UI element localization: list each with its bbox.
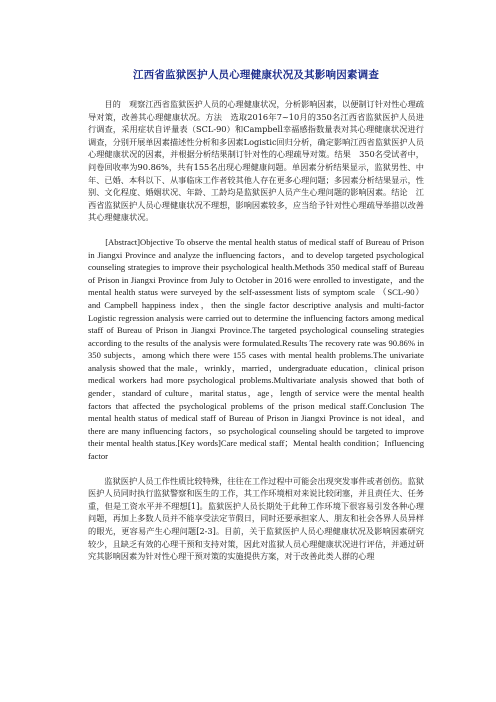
paper-title: 江西省监狱医护人员心理健康状况及其影响因素调查 (132, 69, 380, 81)
body-introduction: 监狱医护人员工作性质比较特殊，往往在工作过程中可能会出现突发事件或者创伤。监狱医护人员同时执行监狱警察和医生的工作，其工作环境相对来说比较闭塞，并且责任大、任务重，但是工资水平并不理想[1]。监狱医护人员长期处于此种工作环境下很容易引发各种心理问题，再加上多数人员并不能享受法定节假日，同时还要承担家人、朋友和社会各界人员异样的眼光，更容易产生心理问题[2-3]。目前，关于监狱医护人员心理健康状况及影响因素研究较少，且缺乏有效的心理干预和支持对策，因此对监狱人员心理健康状况进行评估，并通过研究其影响因素为针对性心理干预对策的实施提供方案，对于改善此类人群的心理 (88, 475, 424, 562)
abstract-chinese: 目的 观察江西省监狱医护人员的心理健康状况，分析影响因素，以便制订针对性心理疏导对策，改善其心理健康状况。方法 选取2016年7~10月的350名江西省监狱医护人员进行调查，采用症状自评量表（SCL-90）和Campbell幸福感指数量表对其心理健康状况进行调查，分别开展单因素描述性分析和多因素Logistic回归分析，确定影响江西省监狱医护人员心理健康状况的因素，并根据分析结果制订针对性的心理疏导对策。结果 350名受试者中，问卷回收率为90.86%，共有155名出现心理健康问题。单因素分析结果显示，监狱男性、中年、已婚、本科以下、从事临床工作者较其他人存在更多心理问题；多因素分析结果显示，性别、文化程度、婚姻状况、年龄、工龄均是监狱医护人员产生心理问题的影响因素。结论 江西省监狱医护人员心理健康状况不理想，影响因素较多，应当给予针对性心理疏导举措以改善其心理健康状况。 (88, 99, 424, 223)
abstract-english: [Abstract]Objective To observe the mental health status of medical staff of Bureau of Prison in Jiangxi Province and analyze the influencing factors，and to develop targeted psychological counseling strategies to improve their psychological health.Methods 350 medical staff of Bureau of Prison in Jiangxi Province from July to October in 2016 were enrolled to investigate，and the mental health status were surveyed by the self-assessment lists of symptom scale （SCL-90） and Campbell happiness index，then the single factor descriptive analysis and multi-factor Logistic regression analysis were carried out to determine the influencing factors among medical staff of Bureau of Prison in Jiangxi Province.The targeted psychological counseling strategies according to the results of the analysis were formulated.Results The recovery rate was 90.86% in 350 subjects，among which there were 155 cases with mental health problems.The univariate analysis showed that the male，wrinkly，married，undergraduate education，clinical prison medical workers had more psychological problems.Multivariate analysis showed that both of gender，standard of culture，marital status，age，length of service were the mental health factors that affected the psychological problems of the prison medical staff.Conclusion The mental health status of medical staff of Bureau of Prison in Jiangxi Province is not ideal，and there are many influencing factors，so psychological counseling should be targeted to improve their mental health status.[Key words]Care medical staff；Mental health condition；Influencing factor (88, 236, 424, 462)
paragraph-gap (88, 224, 424, 236)
paragraph-gap (88, 463, 424, 475)
